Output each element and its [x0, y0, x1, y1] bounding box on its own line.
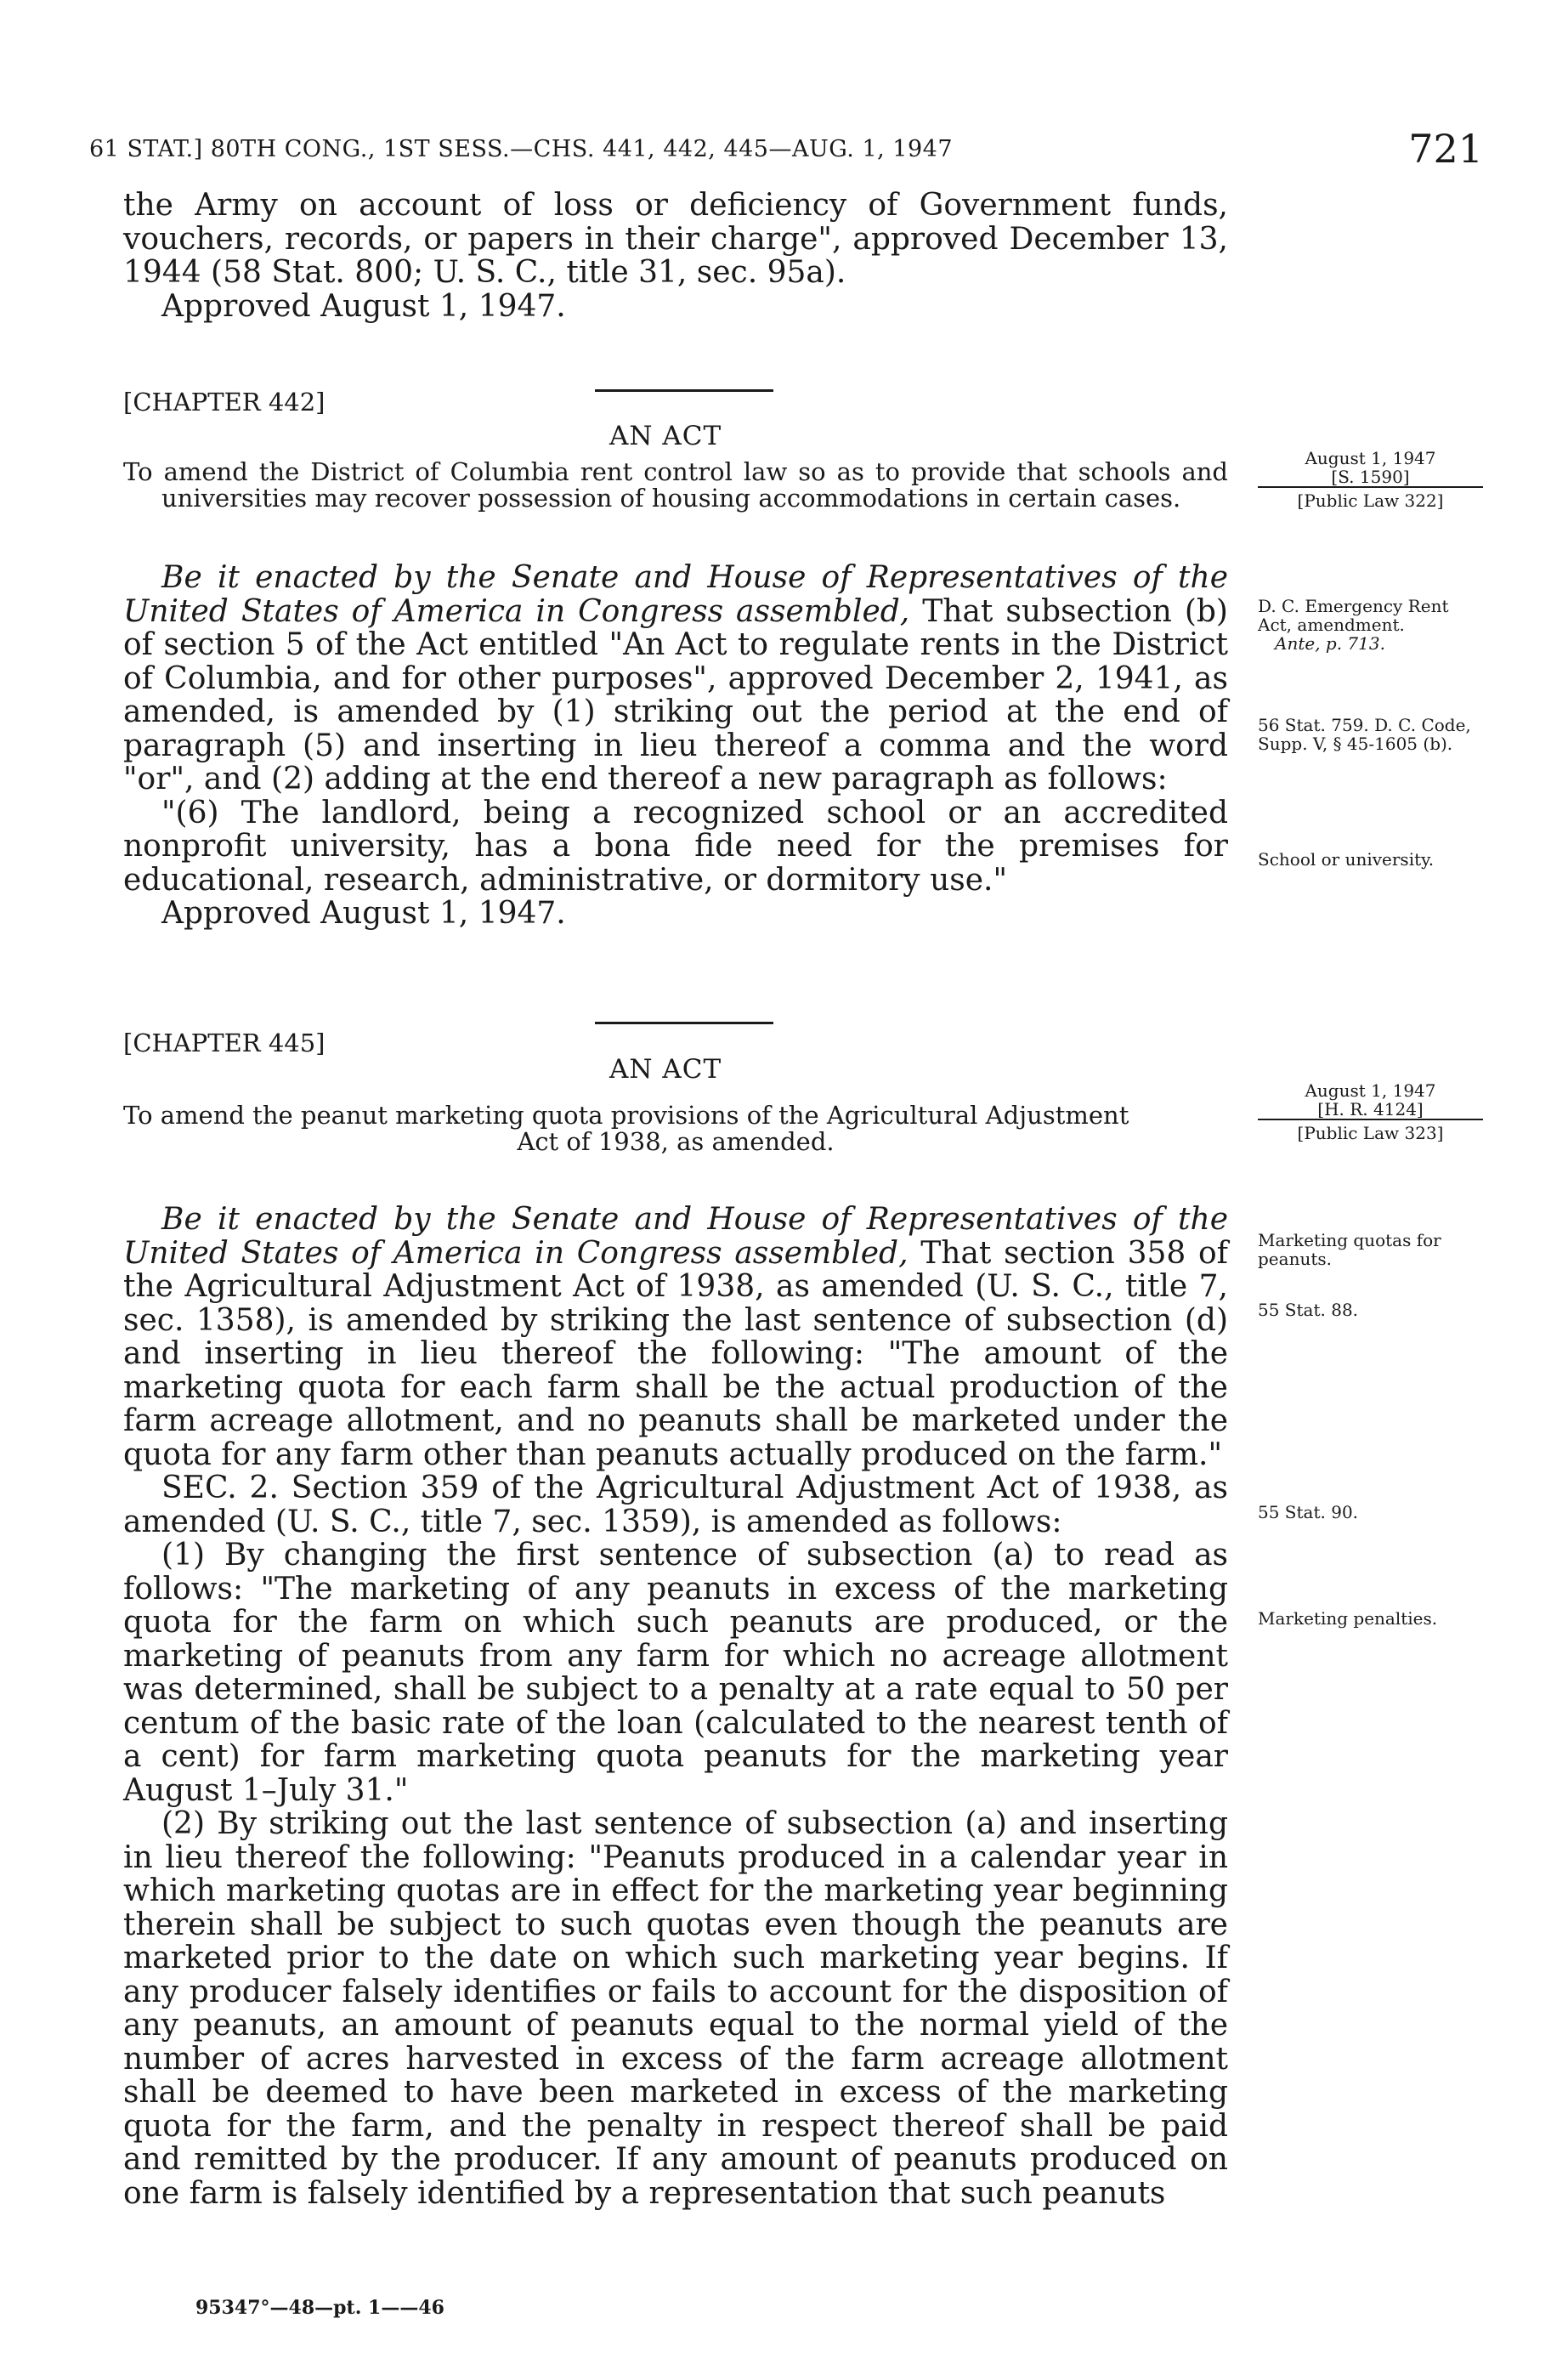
margin-note-445-1-text: Marketing quotas for peanuts. [1258, 1230, 1441, 1269]
margin-note-445-2-text: 55 Stat. 88. [1258, 1300, 1359, 1320]
margin-note-442-3 [1258, 850, 1483, 869]
section-2-text: SEC. 2. Section 359 of the Agricultural Adjustment Act of 1938, as amended (U. S. C., title 7, sec. 1359), is amended as follows: [123, 1471, 1228, 1539]
section-divider-rule [595, 1022, 773, 1024]
margin-note-442-1 [1258, 597, 1483, 653]
act-heading-442: AN ACT [609, 421, 722, 451]
amendment-item-2: (2) By striking out the last sentence of subsection (a) and inserting in lieu thereof the following: "Peanuts produced in a calendar year in which marketing quotas are in effect for the marketing year beginning therein shall be subject to such quotas even though the peanuts are marketed prior to the date on which such marketing year begins. If any producer falsely identifies or fails to account for the disposition of any peanuts, an amount of peanuts equal to the normal yield of the number of acres harvested in excess of the farm acreage allotment shall be deemed to have been marketed in excess of the marketing quota for the farm, and the penalty in respect thereof shall be paid and remitted by the producer. If any amount of peanuts produced on one farm is falsely identified by a representation that such peanuts [123, 1806, 1228, 2211]
margin-note-445-2 [1258, 1301, 1483, 1319]
chapter-445-body [123, 1203, 1228, 2210]
page-number: 721 [1408, 126, 1483, 172]
side-public-law-442: [Public Law 322] [1258, 486, 1483, 510]
act-heading-445: AN ACT [609, 1054, 722, 1085]
margin-note-442-2 [1258, 716, 1483, 753]
margin-note-445-3-text: 55 Stat. 90. [1258, 1502, 1359, 1522]
body-paragraph-442-2: "(6) The landlord, being a recognized school or an accredited nonprofit university, has a bona fide need for the premises for educational, research, administrative, or dormitory use." [123, 795, 1228, 898]
enacting-clause-445: Be it enacted by the Senate and House of Representatives of the United States of America in Congress assembled, [123, 1202, 1228, 1271]
approved-date-442: Approved August 1, 1947. [161, 896, 566, 931]
body-paragraph-442-1: That subsection (b) of section 5 of the Act entitled "An Act to regulate rents in the District of Columbia, and for other purposes", approved December 2, 1941, as amended, is amended by (1) striking out the period at the end of paragraph (5) and inserting in lieu thereof a comma and the word "or", and (2) adding at the end thereof a new paragraph as follows: [123, 593, 1228, 796]
margin-note-445-4-text: Marketing penalties. [1258, 1608, 1438, 1629]
side-public-law-445: [Public Law 323] [1258, 1119, 1483, 1142]
enacting-text-442 [123, 561, 1228, 796]
margin-note-442-1-text: D. C. Emergency Rent Act, amendment. [1258, 596, 1449, 635]
side-bill-442: [S. 1590] [1331, 467, 1410, 487]
chapter-445-label: [CHAPTER 445] [123, 1029, 325, 1057]
body-paragraph-445-1: That section 358 of the Agricultural Adjustment Act of 1938, as amended (U. S. C., title 7, sec. 1358), is amended by striking the last sentence of subsection (d) and inserting in lieu thereof the following: "The amount of the marketing quota for each farm shall be the actual production of the farm acreage allotment, and no peanuts shall be marketed under the quota for any farm other than peanuts actually produced on the farm." [123, 1235, 1228, 1472]
side-date-442: August 1, 1947 [1305, 448, 1436, 468]
footer-print-mark: 95347°—48—pt. 1——46 [195, 2297, 444, 2319]
section-divider-rule [595, 389, 773, 392]
enacting-clause-442: Be it enacted by the Senate and House of Representatives of the United States of America in Congress assembled, [123, 560, 1228, 629]
margin-note-445-3 [1258, 1503, 1483, 1522]
margin-note-445-1 [1258, 1231, 1483, 1268]
enacting-text-445 [123, 1203, 1228, 1471]
continuation-text: the Army on account of loss or deficiency of Government funds, vouchers, records, or papers in their charge", approved December 13, 1944 (58 Stat. 800; U. S. C., title 31, sec. 95a). [123, 188, 1228, 290]
act-title-445-line2: Act of 1938, as amended. [517, 1127, 835, 1156]
margin-note-442-3-text: School or university. [1258, 849, 1435, 870]
running-head [89, 126, 1483, 177]
chapter-441-continuation [123, 189, 1228, 323]
chapter-442-label: [CHAPTER 442] [123, 388, 325, 417]
running-head-citation: 61 STAT.] 80TH CONG., 1ST SESS.—CHS. 441, 442, 445—AUG. 1, 1947 [89, 136, 954, 162]
act-title-text-442: To amend the District of Columbia rent control law so as to provide that schools and universities may recover possession of housing accommodations in certain cases. [123, 457, 1228, 513]
side-citation-442 [1258, 449, 1483, 510]
act-title-445 [123, 1102, 1228, 1155]
margin-note-442-1b: Ante, p. 713. [1275, 633, 1385, 654]
margin-note-445-4 [1258, 1609, 1483, 1628]
act-title-442 [123, 459, 1228, 512]
amendment-item-1: (1) By changing the first sentence of subsection (a) to read as follows: "The marketing of any peanuts in excess of the marketing quota for the farm on which such peanuts are produced, or the marketing of peanuts from any farm for which no acreage allotment was determined, shall be subject to a penalty at a rate equal to 50 per centum of the basic rate of the loan (calculated to the nearest tenth of a cent) for farm marketing quota peanuts for the marketing year August 1–July 31." [123, 1538, 1228, 1808]
chapter-442-body [123, 561, 1228, 931]
side-bill-445: [H. R. 4124] [1317, 1099, 1424, 1119]
margin-note-442-2-text: 56 Stat. 759. D. C. Code, Supp. V, § 45-1605 (b). [1258, 715, 1471, 754]
approved-date-441: Approved August 1, 1947. [161, 288, 566, 324]
act-title-445-line1: To amend the peanut marketing quota provisions of the Agricultural Adjustment [123, 1101, 1129, 1130]
side-citation-445 [1258, 1081, 1483, 1142]
side-date-445: August 1, 1947 [1305, 1080, 1436, 1101]
